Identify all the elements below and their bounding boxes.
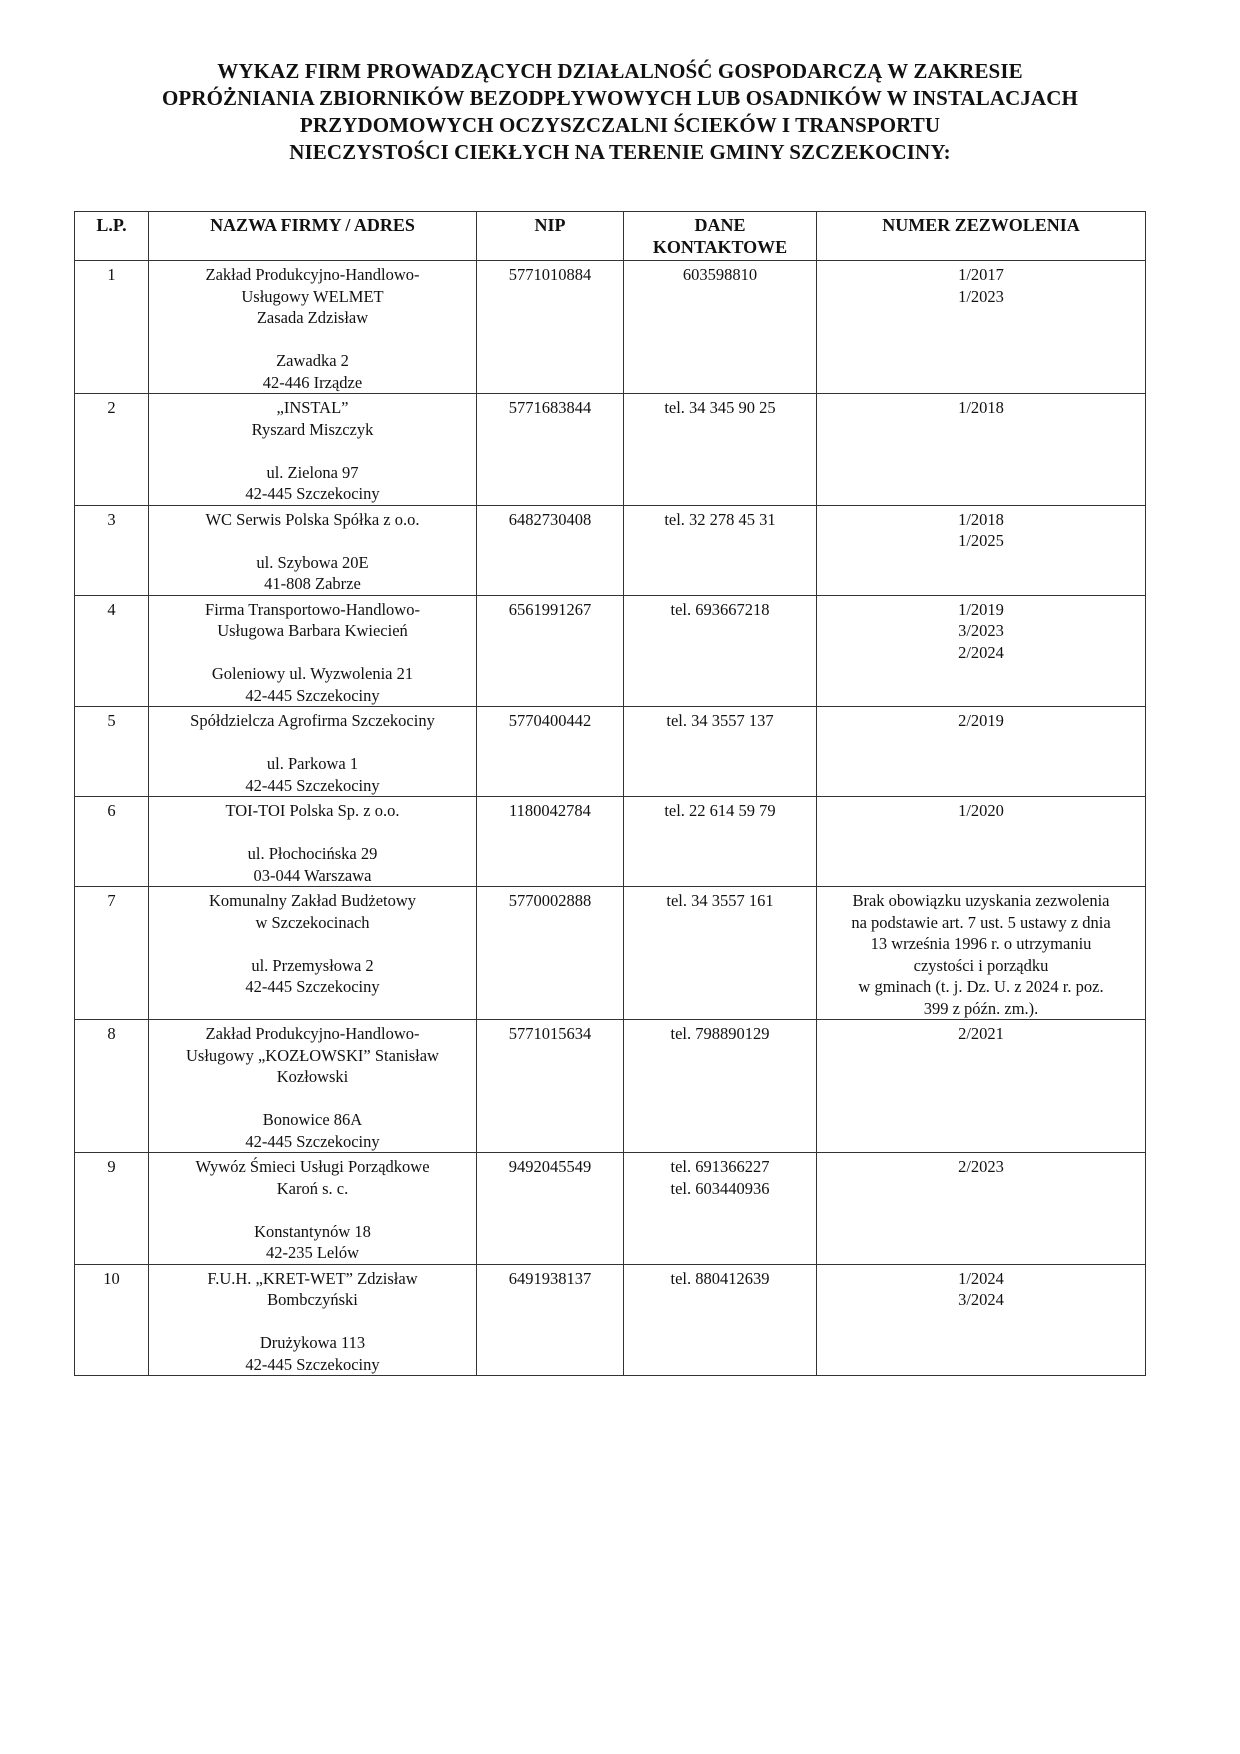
company-name-line: Ryszard Miszczyk <box>251 419 374 439</box>
table-row <box>75 1020 1146 1153</box>
permit-line: 1/2018 <box>958 398 1004 417</box>
permit-line: 13 września 1996 r. o utrzymaniu <box>870 934 1092 953</box>
cell-name-address <box>149 1020 477 1153</box>
company-name-line: TOI-TOI Polska Sp. z o.o. <box>225 801 400 820</box>
permit-line: 1/2024 <box>958 1268 1004 1288</box>
permit-line: 2/2019 <box>958 711 1004 730</box>
cell-lp: 1 <box>75 261 149 394</box>
permit-line: na podstawie art. 7 ust. 5 ustawy z dnia <box>851 912 1111 932</box>
contact-line: tel. 32 278 45 31 <box>664 509 776 529</box>
address-line: ul. Zielona 97 <box>266 462 359 482</box>
address-line: Konstantynów 18 <box>254 1221 371 1241</box>
company-name-line: Usługowy WELMET <box>241 286 384 306</box>
cell-nip: 9492045549 <box>477 1153 624 1265</box>
header-contact-line: KONTAKTOWE <box>652 237 788 257</box>
cell-lp: 2 <box>75 394 149 506</box>
table-row <box>75 505 1146 595</box>
permit-line: Brak obowiązku uzyskania zezwolenia <box>852 891 1110 910</box>
cell-nip: 5770002888 <box>477 887 624 1020</box>
spacer <box>155 1311 470 1333</box>
contact-line: tel. 34 345 90 25 <box>664 398 776 417</box>
contact-line: tel. 603440936 <box>670 1178 770 1198</box>
cell-nip: 6482730408 <box>477 505 624 595</box>
title-line: NIECZYSTOŚCI CIEKŁYCH NA TERENIE GMINY SZCZEKOCINY: <box>289 140 951 164</box>
permit-line: 2/2021 <box>958 1024 1004 1043</box>
permit-line: w gminach (t. j. Dz. U. z 2024 r. poz. <box>858 977 1104 996</box>
address-line: Drużykowa 113 <box>259 1333 366 1352</box>
table-row <box>75 595 1146 707</box>
permit-line: 2/2024 <box>958 642 1004 662</box>
permit-line: 399 z późn. zm.). <box>923 998 1039 1018</box>
permit-line: 1/2025 <box>958 531 1004 550</box>
header-lp: L.P. <box>75 212 149 261</box>
contact-line: tel. 880412639 <box>670 1268 770 1288</box>
company-name-line: Usługowy „KOZŁOWSKI” Stanisław <box>186 1045 439 1065</box>
permit-line: czystości i porządku <box>913 955 1049 975</box>
spacer <box>155 732 470 754</box>
company-name-line: Wywóz Śmieci Usługi Porządkowe <box>195 1157 430 1176</box>
company-name-line: Spółdzielcza Agrofirma Szczekociny <box>190 711 435 730</box>
company-name-line: Zakład Produkcyjno-Handlowo- <box>205 265 420 284</box>
permit-line: 3/2023 <box>958 621 1004 640</box>
cell-permit <box>817 261 1146 394</box>
contact-line: tel. 34 3557 137 <box>666 711 774 730</box>
company-registry-table <box>74 211 1146 1376</box>
cell-permit <box>817 707 1146 797</box>
cell-name-address <box>149 394 477 506</box>
address-line: 42-446 Irządze <box>262 372 363 392</box>
contact-line: tel. 798890129 <box>670 1024 770 1043</box>
cell-contact <box>624 261 817 394</box>
cell-permit <box>817 505 1146 595</box>
permit-line: 3/2024 <box>958 1290 1004 1309</box>
address-line: ul. Przemysłowa 2 <box>251 955 374 975</box>
cell-permit <box>817 797 1146 887</box>
cell-contact <box>624 595 817 707</box>
cell-contact <box>624 1264 817 1376</box>
company-name-line: Bombczyński <box>267 1290 358 1309</box>
header-name: NAZWA FIRMY / ADRES <box>149 212 477 261</box>
cell-name-address <box>149 595 477 707</box>
company-name-line: Komunalny Zakład Budżetowy <box>208 891 417 910</box>
cell-permit <box>817 1153 1146 1265</box>
company-name-line: F.U.H. „KRET-WET” Zdzisław <box>207 1268 418 1288</box>
cell-name-address <box>149 1153 477 1265</box>
cell-nip: 1180042784 <box>477 797 624 887</box>
spacer <box>155 329 470 351</box>
spacer <box>155 642 470 664</box>
cell-name-address <box>149 797 477 887</box>
company-name-line: w Szczekocinach <box>255 912 370 932</box>
company-name-line: Kozłowski <box>276 1067 349 1086</box>
cell-lp: 7 <box>75 887 149 1020</box>
table-body <box>75 261 1146 1376</box>
address-line: 42-445 Szczekociny <box>245 1131 380 1151</box>
address-line: 42-445 Szczekociny <box>245 977 380 996</box>
cell-contact <box>624 1153 817 1265</box>
permit-line: 2/2023 <box>958 1157 1004 1176</box>
cell-contact <box>624 887 817 1020</box>
title-line: PRZYDOMOWYCH OCZYSZCZALNI ŚCIEKÓW I TRANSPORTU <box>299 113 941 137</box>
cell-permit <box>817 1264 1146 1376</box>
contact-line: tel. 22 614 59 79 <box>664 801 776 820</box>
cell-name-address <box>149 505 477 595</box>
spacer <box>155 1199 470 1221</box>
title-line: OPRÓŻNIANIA ZBIORNIKÓW BEZODPŁYWOWYCH LUB OSADNIKÓW W INSTALACJACH <box>162 86 1078 110</box>
cell-lp: 4 <box>75 595 149 707</box>
contact-line: tel. 691366227 <box>670 1157 770 1176</box>
address-line: 42-445 Szczekociny <box>245 484 380 503</box>
spacer <box>155 1088 470 1110</box>
cell-lp: 8 <box>75 1020 149 1153</box>
spacer <box>155 822 470 844</box>
page-title <box>60 58 1180 166</box>
cell-lp: 3 <box>75 505 149 595</box>
cell-nip: 5771015634 <box>477 1020 624 1153</box>
title-line: WYKAZ FIRM PROWADZĄCYCH DZIAŁALNOŚĆ GOSPODARCZĄ W ZAKRESIE <box>217 59 1023 83</box>
cell-lp: 6 <box>75 797 149 887</box>
address-line: Bonowice 86A <box>262 1110 363 1129</box>
cell-permit <box>817 1020 1146 1153</box>
cell-nip: 5770400442 <box>477 707 624 797</box>
address-line: ul. Parkowa 1 <box>266 754 359 773</box>
company-name-line: Firma Transportowo-Handlowo- <box>205 599 420 619</box>
address-line: 42-445 Szczekociny <box>245 1354 380 1374</box>
address-line: Zawadka 2 <box>276 351 349 370</box>
contact-line: tel. 34 3557 161 <box>666 891 774 910</box>
table-row <box>75 1153 1146 1265</box>
permit-line: 1/2018 <box>958 509 1004 529</box>
permit-line: 1/2023 <box>958 286 1004 306</box>
table-row <box>75 707 1146 797</box>
address-line: ul. Szybowa 20E <box>256 552 369 572</box>
address-line: 42-445 Szczekociny <box>245 685 380 705</box>
cell-name-address <box>149 1264 477 1376</box>
permit-line: 1/2017 <box>958 265 1004 284</box>
cell-contact <box>624 1020 817 1153</box>
cell-name-address <box>149 887 477 1020</box>
cell-name-address <box>149 707 477 797</box>
cell-nip: 5771010884 <box>477 261 624 394</box>
address-line: 42-445 Szczekociny <box>245 775 380 795</box>
address-line: Goleniowy ul. Wyzwolenia 21 <box>211 664 414 683</box>
company-name-line: WC Serwis Polska Spółka z o.o. <box>205 509 420 529</box>
company-name-line: Zakład Produkcyjno-Handlowo- <box>205 1024 420 1043</box>
table-row <box>75 261 1146 394</box>
contact-line: tel. 693667218 <box>670 599 770 619</box>
table-row <box>75 797 1146 887</box>
company-name-line: Zasada Zdzisław <box>256 308 369 327</box>
cell-lp: 10 <box>75 1264 149 1376</box>
cell-lp: 5 <box>75 707 149 797</box>
company-name-line: Usługowa Barbara Kwiecień <box>217 621 408 640</box>
table-header-row <box>75 212 1146 261</box>
cell-nip: 6491938137 <box>477 1264 624 1376</box>
permit-line: 1/2020 <box>958 801 1004 820</box>
company-name-line: Karoń s. c. <box>276 1178 349 1198</box>
table-row <box>75 887 1146 1020</box>
header-permit: NUMER ZEZWOLENIA <box>817 212 1146 261</box>
company-name-line: „INSTAL” <box>276 398 349 417</box>
cell-permit <box>817 595 1146 707</box>
address-line: 03-044 Warszawa <box>253 865 372 885</box>
spacer <box>155 933 470 955</box>
cell-contact <box>624 707 817 797</box>
cell-contact <box>624 394 817 506</box>
header-nip: NIP <box>477 212 624 261</box>
spacer <box>155 440 470 462</box>
cell-lp: 9 <box>75 1153 149 1265</box>
table-row <box>75 394 1146 506</box>
header-contact-line: DANE <box>694 215 746 235</box>
cell-name-address <box>149 261 477 394</box>
header-contact <box>624 212 817 261</box>
cell-contact <box>624 797 817 887</box>
cell-permit <box>817 887 1146 1020</box>
cell-contact <box>624 505 817 595</box>
cell-nip: 6561991267 <box>477 595 624 707</box>
address-line: 41-808 Zabrze <box>264 574 361 593</box>
address-line: 42-235 Lelów <box>265 1243 360 1262</box>
permit-line: 1/2019 <box>958 599 1004 619</box>
cell-nip: 5771683844 <box>477 394 624 506</box>
spacer <box>155 530 470 552</box>
cell-permit <box>817 394 1146 506</box>
address-line: ul. Płochocińska 29 <box>247 844 378 863</box>
contact-line: 603598810 <box>682 265 758 284</box>
table-row <box>75 1264 1146 1376</box>
